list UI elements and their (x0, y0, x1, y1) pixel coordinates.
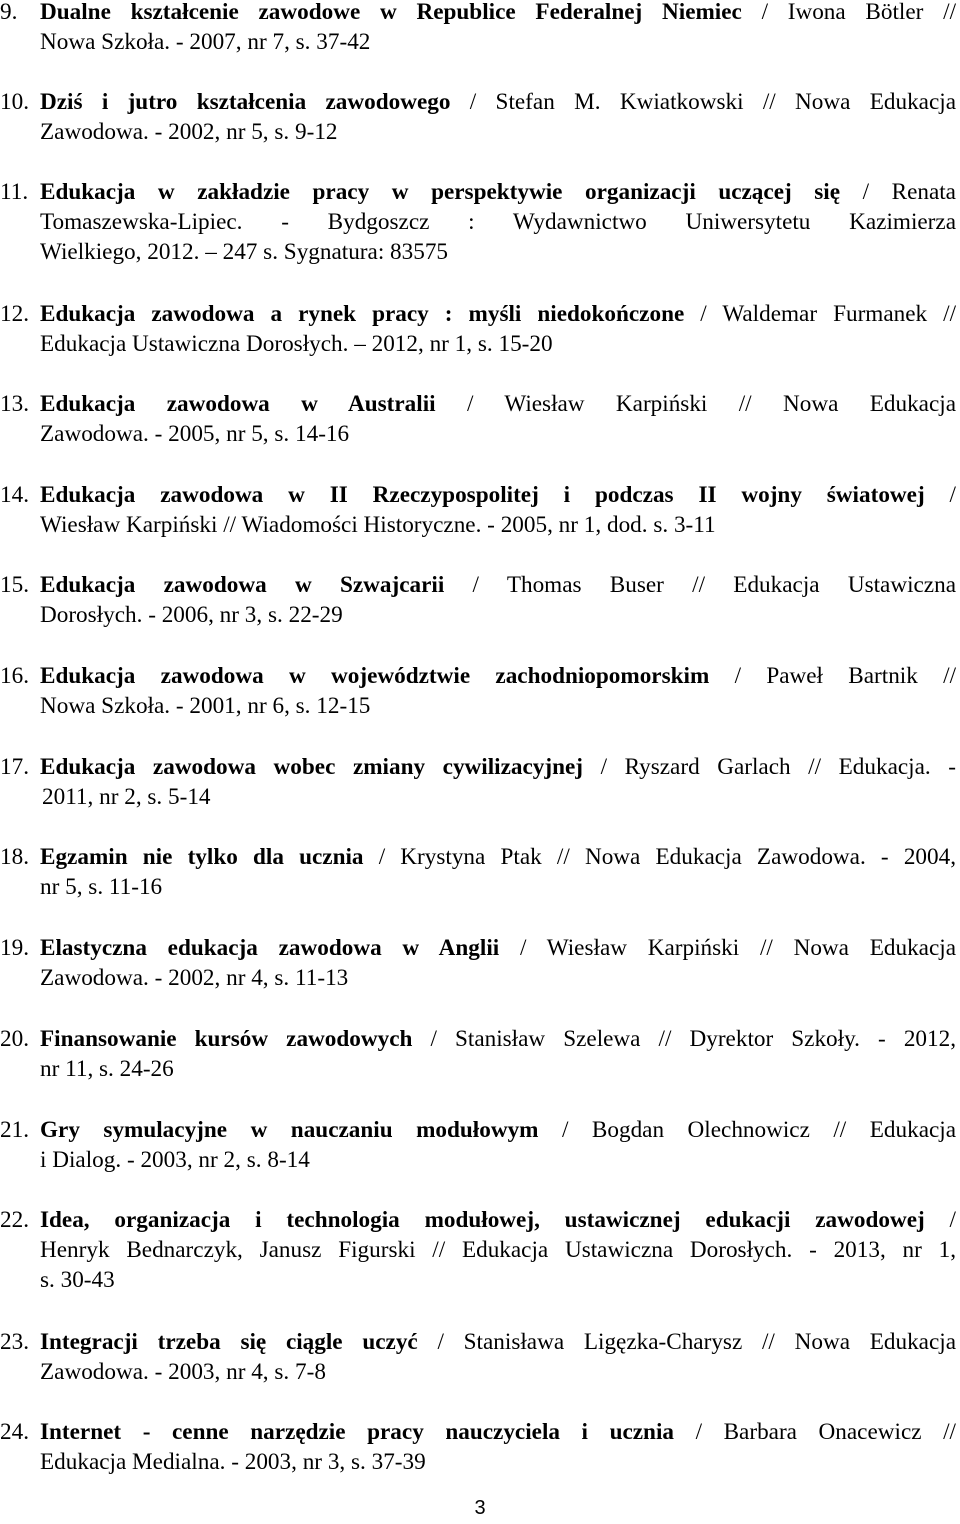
entry-source: Zawodowa. - 2005, nr 5, s. 14-16 (40, 421, 350, 447)
entry-author: / Bogdan Olechnowicz // Edukacja (538, 1117, 957, 1143)
entry-author: / Ryszard Garlach // Edukacja. - (583, 754, 956, 780)
entry-author: / Stanisława Ligęzka-Charysz // Nowa Edukacja (417, 1329, 956, 1355)
entry-source: Zawodowa. - 2002, nr 4, s. 11-13 (40, 965, 349, 991)
entry-title: Edukacja zawodowa wobec zmiany cywilizacyjnej (40, 754, 584, 780)
bibliography-entry-14 (0, 480, 956, 540)
entry-source: Wielkiego, 2012. – 247 s. Sygnatura: 83575 (40, 239, 449, 265)
bibliography-entry-21 (0, 1115, 956, 1175)
entry-source: nr 5, s. 11-16 (40, 874, 163, 900)
entry-source: Nowa Szkoła. - 2001, nr 6, s. 12-15 (40, 693, 371, 719)
bibliography-entry-17 (0, 752, 956, 812)
entry-source: s. 30-43 (40, 1267, 115, 1293)
entry-authors: Henryk Bednarczyk, Janusz Figurski // Edukacja Ustawiczna Dorosłych. - 2013, nr 1, (40, 1237, 956, 1263)
entry-number: 23. (0, 1329, 29, 1355)
bibliography-entry-19 (0, 933, 956, 993)
bibliography-entry-15 (0, 570, 956, 630)
bibliography-entry-9 (0, 0, 956, 57)
entry-source: nr 11, s. 24-26 (40, 1056, 174, 1082)
entry-title: Idea, organizacja i technologia modułowej, ustawicznej edukacji zawodowej (40, 1207, 925, 1233)
entry-number: 12. (0, 301, 29, 327)
entry-source: Nowa Szkoła. - 2007, nr 7, s. 37-42 (40, 29, 371, 55)
entry-author: / Iwona Bötler // (741, 0, 957, 25)
entry-author: / Thomas Buser // Edukacja Ustawiczna (444, 572, 956, 598)
entry-publisher: Tomaszewska-Lipiec. - Bydgoszcz : Wydawnictwo Uniwersytetu Kazimierza (40, 209, 956, 235)
entry-title: Edukacja zawodowa w Szwajcarii (40, 572, 445, 598)
page-number: 3 (474, 1497, 486, 1519)
entry-number: 21. (0, 1117, 29, 1143)
entry-title: Gry symulacyjne w nauczaniu modułowym (40, 1117, 539, 1143)
entry-number: 18. (0, 844, 29, 870)
entry-source: Edukacja Medialna. - 2003, nr 3, s. 37-39 (40, 1449, 426, 1475)
entry-number: 15. (0, 572, 29, 598)
bibliography-entry-23 (0, 1327, 956, 1387)
entry-author: / Renata (840, 179, 956, 205)
bibliography-entry-12 (0, 299, 956, 359)
bibliography-entry-22 (0, 1205, 956, 1295)
entry-title: Edukacja zawodowa a rynek pracy : myśli niedokończone (40, 301, 685, 327)
entry-author: / Stefan M. Kwiatkowski // Nowa Edukacja (450, 89, 956, 115)
entry-number: 14. (0, 482, 29, 508)
bibliography-entry-11 (0, 177, 956, 267)
entry-title: Egzamin nie tylko dla ucznia (40, 844, 364, 870)
bibliography-entry-18 (0, 842, 956, 902)
entry-number: 13. (0, 391, 29, 417)
entry-title: Finansowanie kursów zawodowych (40, 1026, 413, 1052)
entry-title: Dziś i jutro kształcenia zawodowego (40, 89, 451, 115)
entry-author: / Wiesław Karpiński // Nowa Edukacja (499, 935, 956, 961)
bibliography-entry-10 (0, 87, 956, 147)
entry-title: Edukacja zawodowa w II Rzeczypospolitej i podczas II wojny światowej (40, 482, 925, 508)
entry-author: / Waldemar Furmanek // (684, 301, 957, 327)
entry-source: 2011, nr 2, s. 5-14 (42, 784, 211, 810)
entry-author: / Barbara Onacewicz // (674, 1419, 956, 1445)
bibliography-entry-24 (0, 1417, 956, 1477)
entry-title: Edukacja zawodowa w województwie zachodniopomorskim (40, 663, 710, 689)
entry-number: 16. (0, 663, 29, 689)
entry-source: Dorosłych. - 2006, nr 3, s. 22-29 (40, 602, 343, 628)
entry-title: Edukacja zawodowa w Australii (40, 391, 436, 417)
entry-source: Zawodowa. - 2003, nr 4, s. 7-8 (40, 1359, 326, 1385)
entry-number: 9. (0, 0, 18, 25)
entry-source: i Dialog. - 2003, nr 2, s. 8-14 (40, 1147, 310, 1173)
entry-title: Internet - cenne narzędzie pracy nauczyciela i ucznia (40, 1419, 674, 1445)
entry-number: 22. (0, 1207, 29, 1233)
bibliography-entry-20 (0, 1024, 956, 1084)
entry-title: Edukacja w zakładzie pracy w perspektywie organizacji uczącej się (40, 179, 841, 205)
bibliography-entry-13 (0, 389, 956, 449)
entry-author: / (924, 482, 956, 508)
bibliography-entry-16 (0, 661, 956, 721)
entry-source: Edukacja Ustawiczna Dorosłych. – 2012, nr 1, s. 15-20 (40, 331, 553, 357)
entry-number: 20. (0, 1026, 29, 1052)
entry-author: / Paweł Bartnik // (709, 663, 957, 689)
entry-author: / Krystyna Ptak // Nowa Edukacja Zawodowa. - 2004, (363, 844, 956, 870)
entry-title: Integracji trzeba się ciągle uczyć (40, 1329, 418, 1355)
entry-title: Elastyczna edukacja zawodowa w Anglii (40, 935, 500, 961)
entry-number: 19. (0, 935, 29, 961)
entry-source: Zawodowa. - 2002, nr 5, s. 9-12 (40, 119, 338, 145)
entry-number: 11. (0, 179, 29, 205)
entry-source: Wiesław Karpiński // Wiadomości Historyczne. - 2005, nr 1, dod. s. 3-11 (40, 512, 716, 538)
entry-author: / Wiesław Karpiński // Nowa Edukacja (435, 391, 956, 417)
entry-number: 24. (0, 1419, 29, 1445)
entry-author: / (924, 1207, 956, 1233)
entry-number: 17. (0, 754, 29, 780)
entry-number: 10. (0, 89, 29, 115)
entry-author: / Stanisław Szelewa // Dyrektor Szkoły. - 2012, (412, 1026, 957, 1052)
entry-title: Dualne kształcenie zawodowe w Republice Federalnej Niemiec (40, 0, 742, 25)
